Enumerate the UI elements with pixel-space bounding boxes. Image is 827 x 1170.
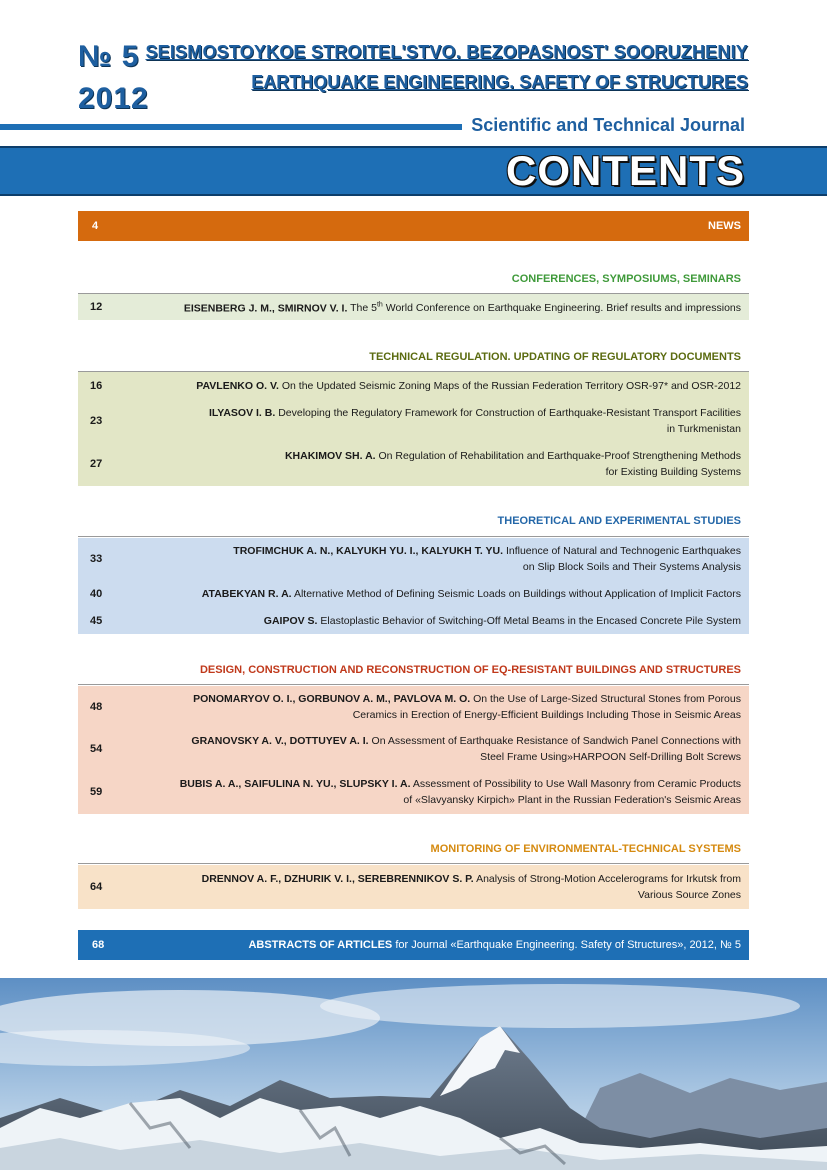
toc-entry[interactable] <box>78 294 749 320</box>
entry-authors: ATABEKYAN R. A. <box>201 587 292 600</box>
entry-page-number: 64 <box>90 881 103 893</box>
section-title-monitoring: MONITORING OF ENVIRONMENTAL-TECHNICAL SYSTEMS <box>430 843 741 855</box>
entry-title-continued: Various Source Zones <box>637 889 741 901</box>
entry-page-number: 12 <box>90 301 103 313</box>
entry-page-number: 54 <box>90 743 103 755</box>
entry-authors: DRENNOV A. F., DZHURIK V. I., SEREBRENNIKOV S. P. <box>201 873 474 885</box>
toc-entry[interactable] <box>78 372 749 400</box>
mountain-photo <box>0 978 827 1170</box>
entry-title: On the Updated Seismic Zoning Maps of the Russian Federation Territory OSR-97* and OSR-2012 <box>281 380 741 392</box>
section-divider <box>78 536 749 537</box>
entry-authors: PAVLENKO O. V. <box>196 380 279 392</box>
section-title-design-construction: DESIGN, CONSTRUCTION AND RECONSTRUCTION OF EQ-RESISTANT BUILDINGS AND STRUCTURES <box>199 664 741 676</box>
entry-title: Alternative Method of Defining Seismic Loads on Buildings without Application of Implicit Factors <box>293 587 741 600</box>
entry-title-continued: Steel Frame Using»HARPOON Self-Drilling Bolt Screws <box>480 751 741 763</box>
issue-number: № 5 <box>78 40 140 73</box>
abstracts-description: for Journal «Earthquake Engineering. Safety of Structures», 2012, № 5 <box>392 939 741 951</box>
entry-authors: GRANOVSKY A. V., DOTTUYEV A. I. <box>191 735 369 747</box>
entry-title: Developing the Regulatory Framework for Construction of Earthquake-Resistant Transport Facilities <box>278 407 741 419</box>
journal-subtitle: Scientific and Technical Journal <box>471 115 745 135</box>
entry-authors: ILYASOV I. B. <box>208 407 276 419</box>
toc-entry[interactable] <box>78 538 749 580</box>
section-box-conferences <box>78 294 749 320</box>
toc-entry[interactable] <box>78 865 749 909</box>
entry-authors: TROFIMCHUK A. N., KALYUKH YU. I., KALYUKH T. YU. <box>233 545 504 557</box>
toc-entry[interactable] <box>78 770 749 814</box>
section-box-monitoring <box>78 865 749 909</box>
entry-title: Influence of Natural and Technogenic Earthquakes <box>505 545 741 557</box>
section-box-theoretical-studies <box>78 538 749 634</box>
header-rule <box>0 124 462 130</box>
entry-title: Elastoplastic Behavior of Switching-Off Metal Beams in the Encased Concrete Pile System <box>320 614 741 627</box>
entry-page-number: 45 <box>90 614 103 627</box>
entry-authors: PONOMARYOV O. I., GORBUNOV A. M., PAVLOVA M. O. <box>193 693 471 705</box>
entry-authors: BUBIS A. A., SAIFULINA N. YU., SLUPSKY I. A. <box>179 778 411 790</box>
toc-entry[interactable] <box>78 686 749 728</box>
news-bar[interactable] <box>78 211 749 241</box>
entry-title: On Assessment of Earthquake Resistance of Sandwich Panel Connections with <box>371 735 741 747</box>
entry-page-number: 40 <box>90 587 103 600</box>
entry-title-continued: on Slip Block Soils and Their Systems Analysis <box>522 561 741 573</box>
entry-title-continued: of «Slavyansky Kirpich» Plant in the Russian Federation's Seismic Areas <box>403 794 741 806</box>
toc-entry[interactable] <box>78 400 749 442</box>
journal-title-translit: SEISMOSTOYKOE STROITEL'STVO. BEZOPASNOST' SOORUZHENIY <box>145 42 748 62</box>
entry-page-number: 23 <box>90 415 103 427</box>
section-title-conferences: CONFERENCES, SYMPOSIUMS, SEMINARS <box>511 273 741 285</box>
entry-page-number: 16 <box>90 380 103 392</box>
news-page-number: 4 <box>92 220 99 232</box>
entry-authors: KHAKIMOV SH. A. <box>284 450 376 462</box>
journal-title-english: EARTHQUAKE ENGINEERING. SAFETY OF STRUCTURES <box>251 72 748 92</box>
entry-title: On the Use of Large-Sized Structural Stones from Porous <box>473 693 741 705</box>
entry-page-number: 59 <box>90 786 103 798</box>
abstracts-page-number: 68 <box>92 939 105 951</box>
abstracts-label: ABSTRACTS OF ARTICLES <box>248 939 393 951</box>
entry-page-number: 48 <box>90 701 103 713</box>
section-title-theoretical-studies: THEORETICAL AND EXPERIMENTAL STUDIES <box>497 515 741 527</box>
section-divider <box>78 684 749 685</box>
entry-title: The 5th World Conference on Earthquake Engineering. Brief results and impressions <box>350 301 741 315</box>
toc-entry[interactable] <box>78 580 749 607</box>
section-box-design-construction <box>78 686 749 814</box>
entry-title-continued: Ceramics in Erection of Energy-Efficient Buildings Including Those in Seismic Areas <box>352 709 741 721</box>
issue-year: 2012 <box>78 82 149 115</box>
entry-page-number: 27 <box>90 458 103 470</box>
section-box-technical-regulation <box>78 372 749 486</box>
section-title-technical-regulation: TECHNICAL REGULATION. UPDATING OF REGULATORY DOCUMENTS <box>369 351 741 363</box>
toc-entry[interactable] <box>78 442 749 486</box>
entry-authors: EISENBERG J. M., SMIRNOV V. I. <box>183 302 348 315</box>
entry-authors: GAIPOV S. <box>263 614 318 627</box>
entry-title-continued: for Existing Building Systems <box>605 466 741 478</box>
section-divider <box>78 863 749 864</box>
contents-title: CONTENTS <box>506 147 745 194</box>
toc-entry[interactable] <box>78 728 749 770</box>
entry-title: Assessment of Possibility to Use Wall Masonry from Ceramic Products <box>412 778 741 790</box>
toc-entry[interactable] <box>78 607 749 634</box>
entry-title-continued: in Turkmenistan <box>666 423 741 435</box>
entry-title: On Regulation of Rehabilitation and Earthquake-Proof Strengthening Methods <box>378 450 741 462</box>
abstracts-bar[interactable] <box>78 930 749 960</box>
entry-page-number: 33 <box>90 553 103 565</box>
news-label: NEWS <box>708 220 741 232</box>
entry-title: Analysis of Strong-Motion Accelerograms for Irkutsk from <box>476 873 741 885</box>
